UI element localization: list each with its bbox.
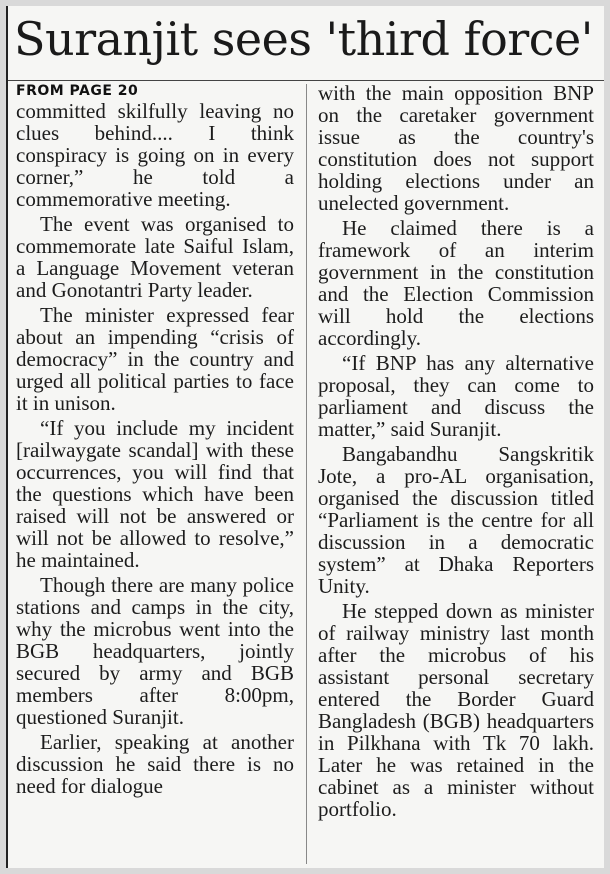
- right-column: [318, 82, 594, 823]
- paragraph: Earlier, speaking at another discussion he said there is no need for dialogue: [16, 730, 294, 798]
- headline: Suranjit sees 'third force': [14, 12, 593, 66]
- paragraph: Bangabandhu Sangskritik Jote, a pro-AL organisation, organised the discussion titled “Parliament is the centre for all discussion in a democratic system” at Dhaka Reporters Unity.: [318, 442, 594, 598]
- column-divider: [306, 84, 307, 864]
- paragraph: “If BNP has any alternative proposal, they can come to parliament and discuss the matter,” said Suranjit.: [318, 351, 594, 441]
- continued-from-label: FROM PAGE 20: [16, 83, 139, 99]
- paragraph: The event was organised to commemorate late Saiful Islam, a Language Movement veteran and Gonotantri Party leader.: [16, 212, 294, 302]
- paragraph: He claimed there is a framework of an interim government in the constitution and the Election Commission will hold the elections accordingly.: [318, 216, 594, 350]
- paragraph: The minister expressed fear about an impending “crisis of democracy” in the country and urged all political parties to face it in unison.: [16, 303, 294, 415]
- paragraph: “If you include my incident [railwaygate scandal] with these occurrences, you will find that the questions which have been raised will not be answered or will not be allowed to resolve,” he maintained.: [16, 416, 294, 572]
- paragraph: He stepped down as minister of railway ministry last month after the microbus of his assistant personal secretary entered the Border Guard Bangladesh (BGB) headquarters in Pilkhana with Tk 70 lakh. Later he was retained in the cabinet as a minister without portfolio.: [318, 599, 594, 821]
- paragraph: committed skilfully leaving no clues behind.... I think conspiracy is going on in every corner,” he told a commemorative meeting.: [16, 99, 294, 211]
- paragraph: Though there are many police stations and camps in the city, why the microbus went into the BGB headquarters, jointly secured by army and BGB members after 8:00pm, questioned Suranjit.: [16, 573, 294, 729]
- paragraph: with the main opposition BNP on the caretaker government issue as the country's constitution does not support holding elections under an unelected government.: [318, 81, 594, 215]
- left-column: [16, 82, 294, 800]
